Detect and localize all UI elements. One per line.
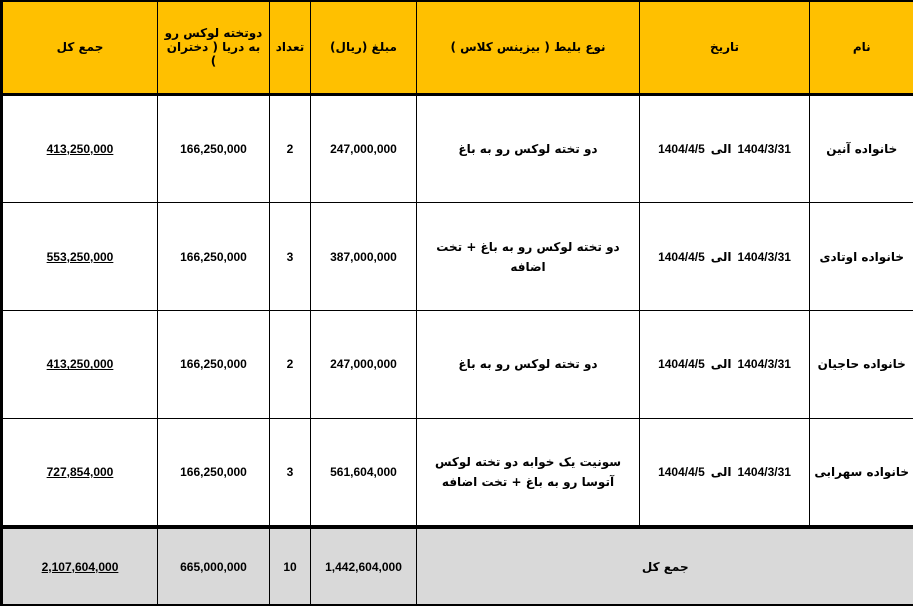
date-to: 1404/4/5 [658,357,705,372]
header-sea-view-room[interactable]: دوتخته لوکس رو به دریا ( دختران ) [158,1,270,94]
ticket-type-cell[interactable]: دو تخته لوکس رو به باغ [417,311,640,419]
grand-total-cell[interactable]: 2,107,604,000 [2,527,158,605]
date-to: 1404/4/5 [658,465,705,480]
date-cell[interactable] [640,203,810,311]
amount-cell[interactable]: 247,000,000 [311,94,417,203]
date-to: 1404/4/5 [658,249,705,264]
ticket-type-cell[interactable]: دو تخته لوکس رو به باغ + تخت اضافه [417,203,640,311]
amount-cell[interactable]: 247,000,000 [311,311,417,419]
date-from: 1404/3/31 [737,249,791,264]
header-row [2,1,913,94]
header-grand-total[interactable]: جمع کل [2,1,158,94]
totals-label-cell[interactable]: جمع کل [417,527,913,605]
name-cell[interactable]: خانواده آنین [810,94,913,203]
table-row [2,203,913,311]
header-date[interactable]: تاریخ [640,1,810,94]
table-row [2,418,913,527]
name-cell[interactable]: خانواده سهرابی [810,418,913,527]
name-cell[interactable]: خانواده حاجیان [810,311,913,419]
date-from: 1404/3/31 [737,465,791,480]
date-separator: الی [710,357,732,372]
totals-row [2,527,913,605]
header-name[interactable]: نام [810,1,913,94]
table-row [2,94,913,203]
header-count[interactable]: تعداد [270,1,311,94]
sea-view-room-cell[interactable]: 166,250,000 [158,311,270,419]
row-total-cell[interactable]: 727,854,000 [2,418,158,527]
date-to: 1404/4/5 [658,141,705,156]
date-cell[interactable] [640,94,810,203]
header-amount[interactable]: مبلغ (ریال) [311,1,417,94]
date-separator: الی [710,465,732,480]
date-cell[interactable] [640,418,810,527]
count-cell[interactable]: 3 [270,203,311,311]
sea-view-room-cell[interactable]: 166,250,000 [158,94,270,203]
total-amount-cell[interactable]: 1,442,604,000 [311,527,417,605]
ticket-type-cell[interactable]: سونیت یک خوابه دو تخته لوکس آتوسا رو به باغ + تخت اضافه [417,418,640,527]
amount-cell[interactable]: 387,000,000 [311,203,417,311]
amount-cell[interactable]: 561,604,000 [311,418,417,527]
row-total-cell[interactable]: 413,250,000 [2,94,158,203]
count-cell[interactable]: 3 [270,418,311,527]
table-row [2,311,913,419]
name-cell[interactable]: خانواده اوتادی [810,203,913,311]
count-cell[interactable]: 2 [270,94,311,203]
date-separator: الی [710,249,732,264]
total-count-cell[interactable]: 10 [270,527,311,605]
total-sea-view-room-cell[interactable]: 665,000,000 [158,527,270,605]
date-separator: الی [710,141,732,156]
header-ticket-type[interactable]: نوع بلیط ( بیزینس کلاس ) [417,1,640,94]
date-from: 1404/3/31 [737,357,791,372]
date-from: 1404/3/31 [737,141,791,156]
date-cell[interactable] [640,311,810,419]
sea-view-room-cell[interactable]: 166,250,000 [158,418,270,527]
row-total-cell[interactable]: 413,250,000 [2,311,158,419]
sea-view-room-cell[interactable]: 166,250,000 [158,203,270,311]
count-cell[interactable]: 2 [270,311,311,419]
row-total-cell[interactable]: 553,250,000 [2,203,158,311]
ticket-type-cell[interactable]: دو تخته لوکس رو به باغ [417,94,640,203]
